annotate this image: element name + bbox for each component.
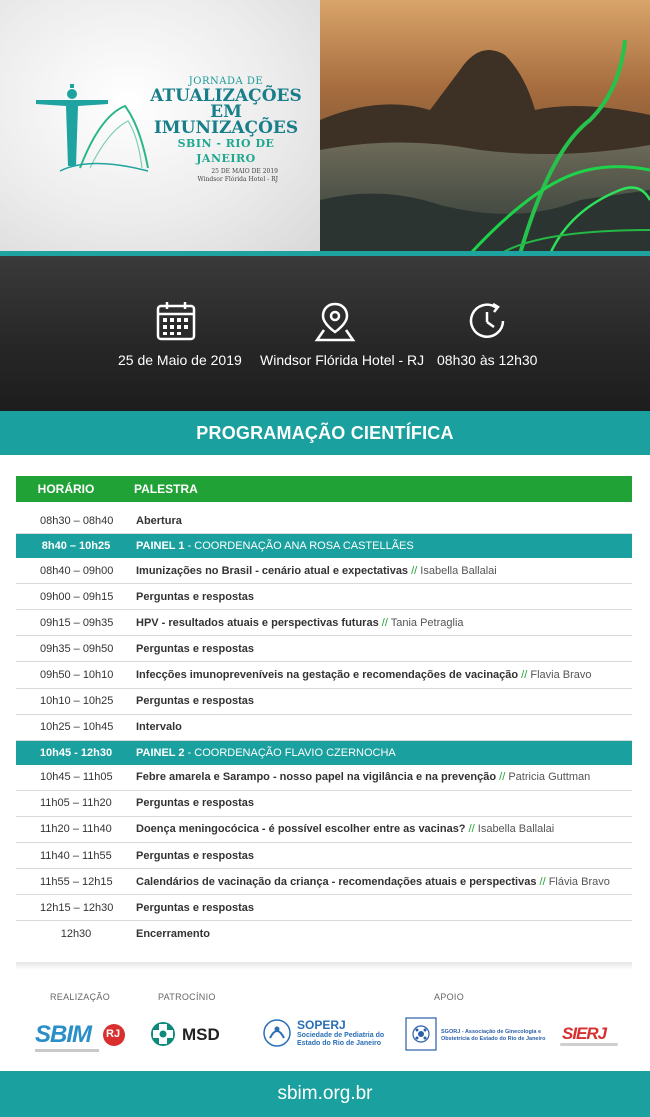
row-talk <box>136 540 414 552</box>
speaker-separator: // <box>518 669 531 682</box>
speaker-separator: // <box>378 616 391 629</box>
row-time: 09h15 – 09h35 <box>40 616 114 629</box>
row-time: 09h50 – 10h10 <box>40 669 114 682</box>
rio-landscape-image <box>320 0 650 254</box>
hero-banner <box>0 0 650 254</box>
sierj-logo <box>560 1020 622 1050</box>
sgorj-title: SGORJ - Associação de Ginecologia e <box>441 1029 542 1035</box>
row-time: 8h40 – 10h25 <box>41 540 111 553</box>
row-talk <box>136 928 210 940</box>
event-info-band <box>0 256 650 411</box>
row-talk <box>136 515 182 527</box>
row-talk <box>136 721 182 733</box>
date-label: 25 de Maio de 2019 <box>118 352 242 368</box>
talk-title: PAINEL 1 <box>136 540 185 553</box>
talk-title: Perguntas e respostas <box>136 642 254 655</box>
table-row <box>16 689 632 715</box>
patrocinio-label: PATROCÍNIO <box>158 992 216 1002</box>
table-row <box>16 869 632 895</box>
talk-title: Encerramento <box>136 928 210 941</box>
row-talk <box>136 591 254 603</box>
logo-venue: Windsor Flórida Hotel - RJ <box>197 176 278 183</box>
row-talk <box>136 643 254 655</box>
row-time: 08h40 – 09h00 <box>40 564 114 577</box>
speaker-name: Patricia Guttman <box>508 771 591 784</box>
row-talk <box>136 565 497 577</box>
speaker-separator: // <box>496 771 509 784</box>
speaker-separator: // <box>536 875 549 888</box>
table-row <box>16 791 632 817</box>
logo-line-2: ATUALIZAÇÕES <box>150 86 302 106</box>
location-pin-icon <box>314 300 356 342</box>
soperj-sub-2: Estado do Rio de Janeiro <box>297 1040 382 1047</box>
sgorj-sub: Obstetrícia do Estado do Rio de Janeiro <box>441 1036 546 1042</box>
christ-redeemer-icon <box>30 76 150 176</box>
sbim-logo-text: SBIM <box>35 1021 91 1048</box>
row-talk <box>136 695 254 707</box>
row-talk <box>136 771 590 783</box>
table-shadow <box>16 962 632 970</box>
clock-icon <box>466 300 508 342</box>
table-row <box>16 715 632 741</box>
soperj-sub-1: Sociedade de Pediatria do <box>297 1032 385 1039</box>
table-row <box>16 558 632 584</box>
row-talk <box>136 617 464 629</box>
venue-label: Windsor Flórida Hotel - RJ <box>260 352 425 368</box>
row-time: 10h45 - 12h30 <box>39 746 113 759</box>
table-row <box>16 584 632 610</box>
soperj-logo <box>262 1018 397 1050</box>
logo-line-3: EM IMUNIZAÇÕES <box>153 102 299 138</box>
table-row <box>16 817 632 843</box>
table-body <box>16 508 632 947</box>
row-time: 11h40 – 11h55 <box>40 849 112 862</box>
logo-line-4: SBIN - RIO DE JANEIRO <box>177 137 275 165</box>
header-talk: PALESTRA <box>134 482 198 496</box>
talk-title: Perguntas e respostas <box>136 695 254 708</box>
row-time: 11h05 – 11h20 <box>40 797 112 810</box>
row-time: 10h10 – 10h25 <box>40 695 114 708</box>
table-row <box>16 636 632 662</box>
section-title: PROGRAMAÇÃO CIENTÍFICA <box>196 422 454 443</box>
panel-coordinator: - COORDENAÇÃO ANA ROSA CASTELLÃES <box>184 540 414 553</box>
talk-title: Doença meningocócica - é possível escolher entre as vacinas? <box>136 823 466 836</box>
apoio-label: APOIO <box>434 992 465 1002</box>
row-talk <box>136 902 254 914</box>
schedule-table <box>16 476 632 947</box>
speaker-name: Tania Petraglia <box>390 616 464 629</box>
speaker-separator: // <box>465 823 478 836</box>
speaker-name: Flávia Bravo <box>548 875 610 888</box>
talk-title: Infecções imunopreveníveis na gestação e recomendações de vacinação <box>136 669 519 682</box>
talk-title: Perguntas e respostas <box>136 849 254 862</box>
speaker-name: Isabella Ballalai <box>477 823 555 836</box>
info-time <box>437 300 537 368</box>
logo-date: 25 DE MAIO DE 2019 <box>211 168 278 175</box>
info-venue <box>260 300 425 368</box>
msd-text: MSD <box>182 1025 220 1044</box>
row-time: 11h55 – 12h15 <box>40 875 113 888</box>
table-row <box>16 895 632 921</box>
row-time: 12h30 <box>60 928 92 941</box>
row-time: 09h00 – 09h15 <box>40 590 114 603</box>
panel-coordinator: - COORDENAÇÃO FLAVIO CZERNOCHA <box>184 746 396 759</box>
talk-title: Febre amarela e Sarampo - nosso papel na vigilância e na prevenção <box>136 771 497 784</box>
soperj-title: SOPERJ <box>297 1018 346 1032</box>
section-title-bar <box>0 411 650 455</box>
row-talk <box>136 797 254 809</box>
speaker-separator: // <box>408 564 421 577</box>
table-row <box>16 921 632 947</box>
speaker-name: Isabella Ballalai <box>420 564 497 577</box>
row-talk <box>136 747 396 759</box>
talk-title: Perguntas e respostas <box>136 797 254 810</box>
speaker-name: Flavia Bravo <box>530 669 592 682</box>
hero-photo <box>320 0 650 254</box>
sierj-text: SIERJ <box>562 1024 607 1043</box>
talk-title: PAINEL 2 <box>136 746 185 759</box>
event-logo <box>30 76 302 183</box>
row-talk <box>136 876 610 888</box>
row-time: 10h25 – 10h45 <box>40 721 114 734</box>
footer-url-link[interactable]: sbim.org.br <box>277 1083 373 1104</box>
header-time: HORÁRIO <box>37 482 95 496</box>
talk-title: Abertura <box>136 514 182 527</box>
sbim-underline <box>35 1049 99 1052</box>
logo-line-1: JORNADA DE <box>188 76 264 87</box>
table-header <box>16 476 632 502</box>
info-date <box>118 300 242 368</box>
calendar-icon <box>155 300 197 342</box>
soperj-emblem-icon <box>262 1018 292 1048</box>
talk-title: HPV - resultados atuais e perspectivas futuras <box>136 616 379 629</box>
footer-bar <box>0 1071 650 1117</box>
talk-title: Imunizações no Brasil - cenário atual e expectativas <box>136 564 409 577</box>
sgorj-logo <box>405 1017 555 1053</box>
time-label: 08h30 às 12h30 <box>437 352 538 368</box>
table-row <box>16 843 632 869</box>
sbim-rj-text: RJ <box>106 1028 121 1040</box>
table-row <box>16 508 632 534</box>
table-row <box>16 662 632 688</box>
row-talk <box>136 823 554 835</box>
row-talk <box>136 850 254 862</box>
talk-title: Calendários de vacinação da criança - recomendações atuais e perspectivas <box>136 875 537 888</box>
row-time: 10h45 – 11h05 <box>40 771 113 784</box>
talk-title: Perguntas e respostas <box>136 590 254 603</box>
row-time: 11h20 – 11h40 <box>40 823 112 836</box>
sgorj-emblem-icon <box>405 1017 437 1051</box>
panel-row <box>16 741 632 765</box>
talk-title: Perguntas e respostas <box>136 901 254 914</box>
row-time: 09h35 – 09h50 <box>40 642 114 655</box>
realizacao-label: REALIZAÇÃO <box>50 992 111 1002</box>
row-talk <box>136 669 592 681</box>
logo-text <box>146 76 306 184</box>
row-time: 12h15 – 12h30 <box>40 901 114 914</box>
row-time: 08h30 – 08h40 <box>40 514 114 527</box>
panel-row <box>16 534 632 558</box>
msd-mark-icon <box>150 1021 176 1047</box>
msd-logo <box>150 1021 225 1047</box>
sierj-swoosh <box>560 1043 618 1046</box>
talk-title: Intervalo <box>136 721 182 734</box>
table-row <box>16 610 632 636</box>
table-row <box>16 765 632 791</box>
sbim-rj-logo <box>33 1020 125 1054</box>
